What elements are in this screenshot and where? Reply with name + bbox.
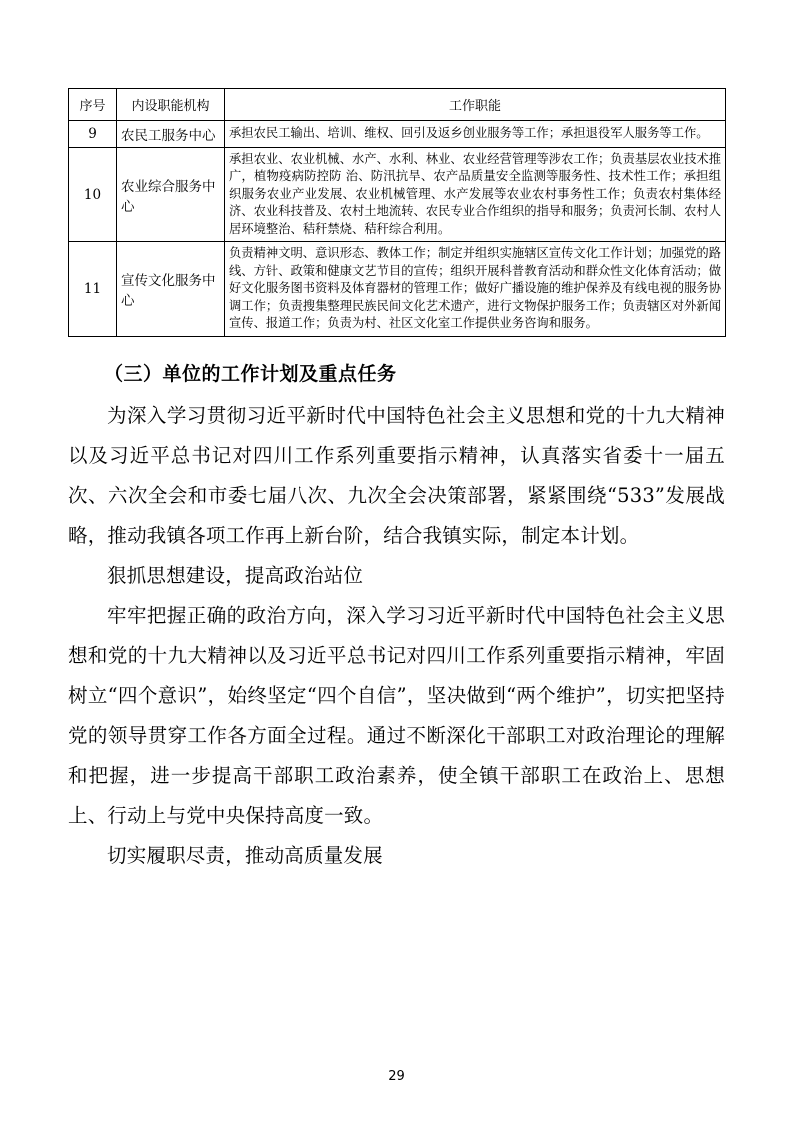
table-row	[69, 242, 726, 336]
table-header-duty: 工作职能	[225, 89, 726, 121]
page-number: 29	[388, 1069, 405, 1084]
paragraph-4: 切实履职尽责，推动高质量发展	[107, 843, 383, 867]
paragraph-2: 狠抓思想建设，提高政治站位	[107, 563, 364, 587]
cell-no: 10	[69, 148, 117, 242]
table-header-no: 序号	[69, 89, 117, 121]
cell-duty: 负责精神文明、意识形态、教体工作；制定并组织实施辖区宣传文化工作计划；加强党的路线、方针、政策和健康文艺节目的宣传；组织开展科普教育活动和群众性文化体育活动；做好文化服务图书资料及体育器材的管理工作；做好广播设施的维护保养及有线电视的服务协调工作；负责搜集整理民族民间文化艺术遗产，进行文物保护服务工作；负责辖区对外新闻宣传、报道工作；负责为村、社区文化室工作提供业务咨询和服务。	[225, 242, 726, 336]
cell-org: 农业综合服务中心	[117, 148, 225, 242]
cell-no: 11	[69, 242, 117, 336]
paragraph-1: 为深入学习贯彻习近平新时代中国特色社会主义思想和党的十九大精神以及习近平总书记对四川工作系列重要指示精神，认真落实省委十一届五次、六次全会和市委七届八次、九次全会决策部署，紧紧围绕“533”发展战略，推动我镇各项工作再上新台阶，结合我镇实际，制定本计划。	[68, 403, 725, 547]
cell-org: 农民工服务中心	[117, 121, 225, 148]
cell-org: 宣传文化服务中心	[117, 242, 225, 336]
table-row	[69, 148, 726, 242]
table-row	[69, 121, 726, 148]
cell-duty: 承担农业、农业机械、水产、水利、林业、农业经营管理等涉农工作；负责基层农业技术推广，植物疫病防控防 治、防汛抗旱、农产品质量安全监测等服务性、技术性工作；承担组织服务农业产业发展、农业机械管理、水产发展等农业农村事务性工作；负责农村集体经济、农业科技普及、农村土地流转、农民专业合作组织的指导和服务；负责河长制、农村人居环境整治、秸秆禁烧、秸秆综合利用。	[225, 148, 726, 242]
table-header-org: 内设职能机构	[117, 89, 225, 121]
cell-no: 9	[69, 121, 117, 148]
duty-table	[68, 88, 726, 337]
cell-duty: 承担农民工输出、培训、维权、回引及返乡创业服务等工作；承担退役军人服务等工作。	[225, 121, 726, 148]
section-heading: （三）单位的工作计划及重点任务	[104, 362, 397, 385]
table-header-row	[69, 89, 726, 121]
paragraph-3: 牢牢把握正确的政治方向，深入学习习近平新时代中国特色社会主义思想和党的十九大精神以及习近平总书记对四川工作系列重要指示精神，牢固树立“四个意识”，始终坚定“四个自信”，坚决做到“两个维护”，切实把坚持党的领导贯穿工作各方面全过程。通过不断深化干部职工对政治理论的理解和把握，进一步提高干部职工政治素养，使全镇干部职工在政治上、思想上、行动上与党中央保持高度一致。	[68, 603, 725, 827]
